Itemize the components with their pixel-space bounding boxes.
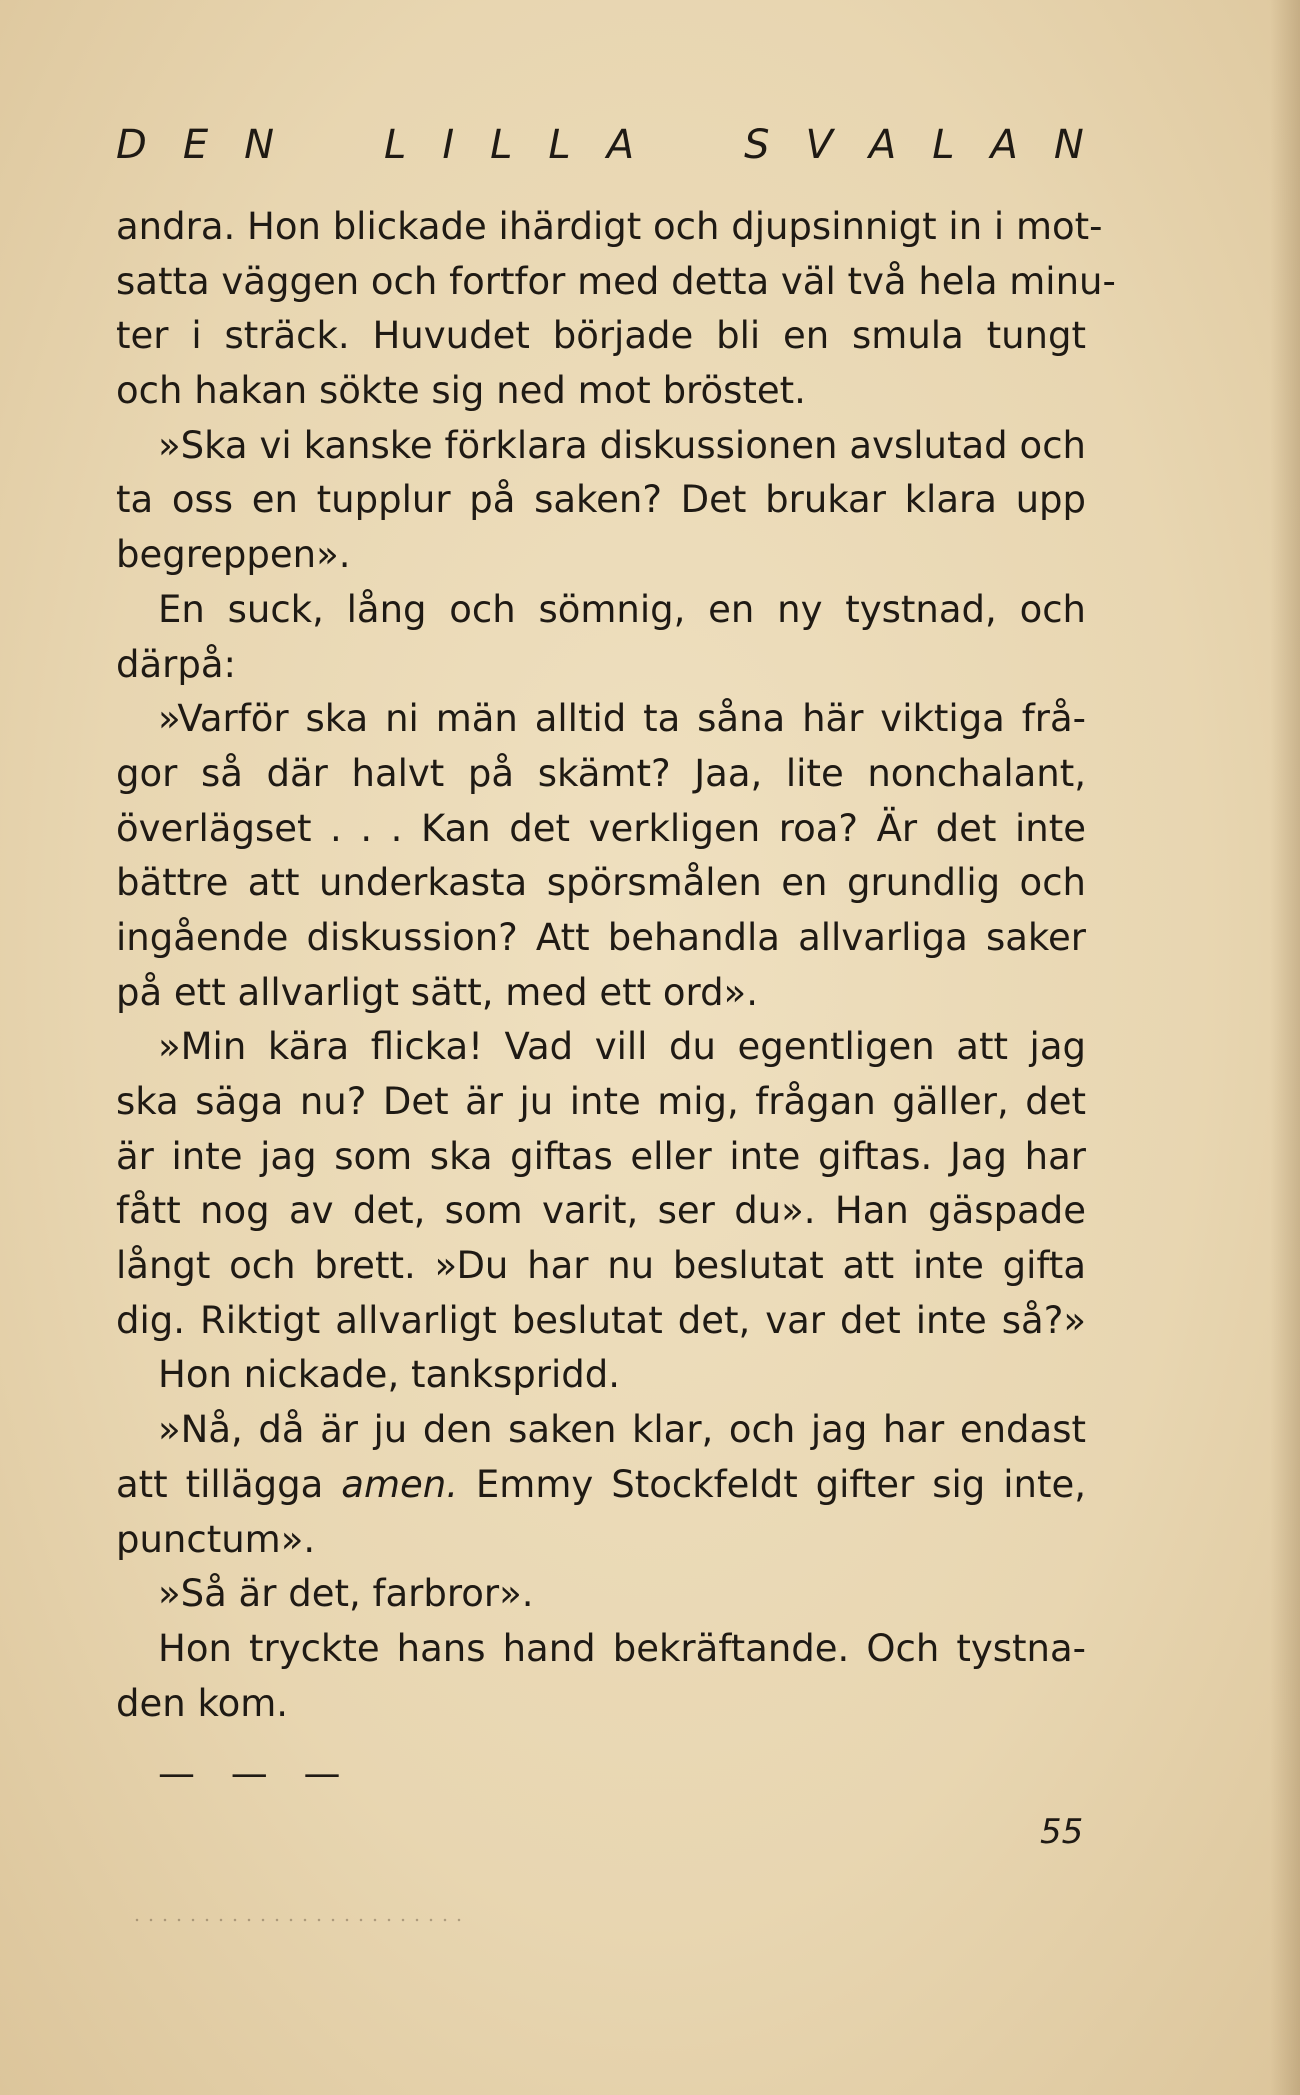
text-line: »Ska vi kanske förklara diskussionen avslutad och xyxy=(158,423,1086,467)
text-line: ta oss en tupplur på saken? Det brukar klara upp xyxy=(116,478,1086,522)
header-letter: L xyxy=(548,122,573,168)
header-letter: L xyxy=(932,122,957,168)
italic-word: amen. xyxy=(341,1462,458,1506)
text-line: överlägset . . . Kan det verkligen roa? Är det inte xyxy=(116,806,1086,850)
header-letter: A xyxy=(606,122,637,168)
text-line: andra. Hon blickade ihärdigt och djupsinnigt in i mot- xyxy=(116,205,1103,248)
header-letter: E xyxy=(182,122,211,168)
text-line: och hakan sökte sig ned mot bröstet. xyxy=(116,369,806,413)
paper-specks xyxy=(130,1916,470,1926)
header-letter: N xyxy=(244,122,277,168)
text-line: ter i sträck. Huvudet började bli en smula tungt xyxy=(116,314,1086,358)
header-word-gap xyxy=(310,122,350,168)
text-line: bättre att underkasta spörsmålen en grundlig och xyxy=(116,861,1086,905)
header-letter: I xyxy=(442,122,457,168)
text-line: ska säga nu? Det är ju inte mig, frågan gäller, det xyxy=(116,1080,1086,1123)
text-span: Emmy Stockfeldt gifter sig inte, xyxy=(457,1462,1086,1506)
section-separator: — — — xyxy=(158,1752,353,1795)
text-line: punctum». xyxy=(116,1517,316,1561)
text-line: ingående diskussion? Att behandla allvarliga saker xyxy=(116,915,1086,959)
text-line: gor så där halvt på skämt? Jaa, lite nonchalant, xyxy=(116,751,1086,795)
text-line: den kom. xyxy=(116,1681,289,1725)
page-spine-shadow xyxy=(1270,0,1300,2095)
text-line: på ett allvarligt sätt, med ett ord». xyxy=(116,970,758,1014)
text-line: dig. Riktigt allvarligt beslutat det, var det inte så?» xyxy=(116,1298,1086,1342)
text-line: En suck, lång och sömnig, en ny tystnad, och xyxy=(158,587,1086,631)
text-line: begreppen». xyxy=(116,533,351,577)
text-line: »Min kära flicka! Vad vill du egentligen att jag xyxy=(158,1025,1086,1069)
header-word-gap xyxy=(670,122,710,168)
header-letter: L xyxy=(490,122,515,168)
running-header xyxy=(116,122,1086,168)
text-line: därpå: xyxy=(116,642,236,686)
page-number: 55 xyxy=(1040,1812,1084,1852)
header-letter: L xyxy=(384,122,409,168)
text-line: är inte jag som ska giftas eller inte giftas. Jag har xyxy=(116,1134,1086,1178)
body-text xyxy=(116,200,1116,1731)
header-letter: S xyxy=(744,122,772,168)
text-line: fått nog av det, som varit, ser du». Han gäspade xyxy=(116,1189,1086,1233)
text-line: långt och brett. »Du har nu beslutat att inte gifta xyxy=(116,1244,1086,1288)
header-letter: D xyxy=(116,122,149,168)
text-line: Hon tryckte hans hand bekräftande. Och tystna- xyxy=(158,1626,1086,1670)
header-letter: V xyxy=(805,122,835,168)
header-letter: A xyxy=(868,122,899,168)
header-letter: A xyxy=(990,122,1020,168)
text-line: »Nå, då är ju den saken klar, och jag har endast xyxy=(158,1408,1086,1452)
text-line: satta väggen och fortfor med detta väl två hela minu- xyxy=(116,259,1116,303)
text-span: att tillägga xyxy=(116,1462,342,1506)
text-line: Hon nickade, tankspridd. xyxy=(158,1353,621,1397)
text-line: »Så är det, farbror». xyxy=(158,1572,534,1616)
text-line xyxy=(116,1458,1086,1513)
header-letter: N xyxy=(1053,122,1086,168)
text-line: »Varför ska ni män alltid ta såna här viktiga frå- xyxy=(158,697,1086,741)
